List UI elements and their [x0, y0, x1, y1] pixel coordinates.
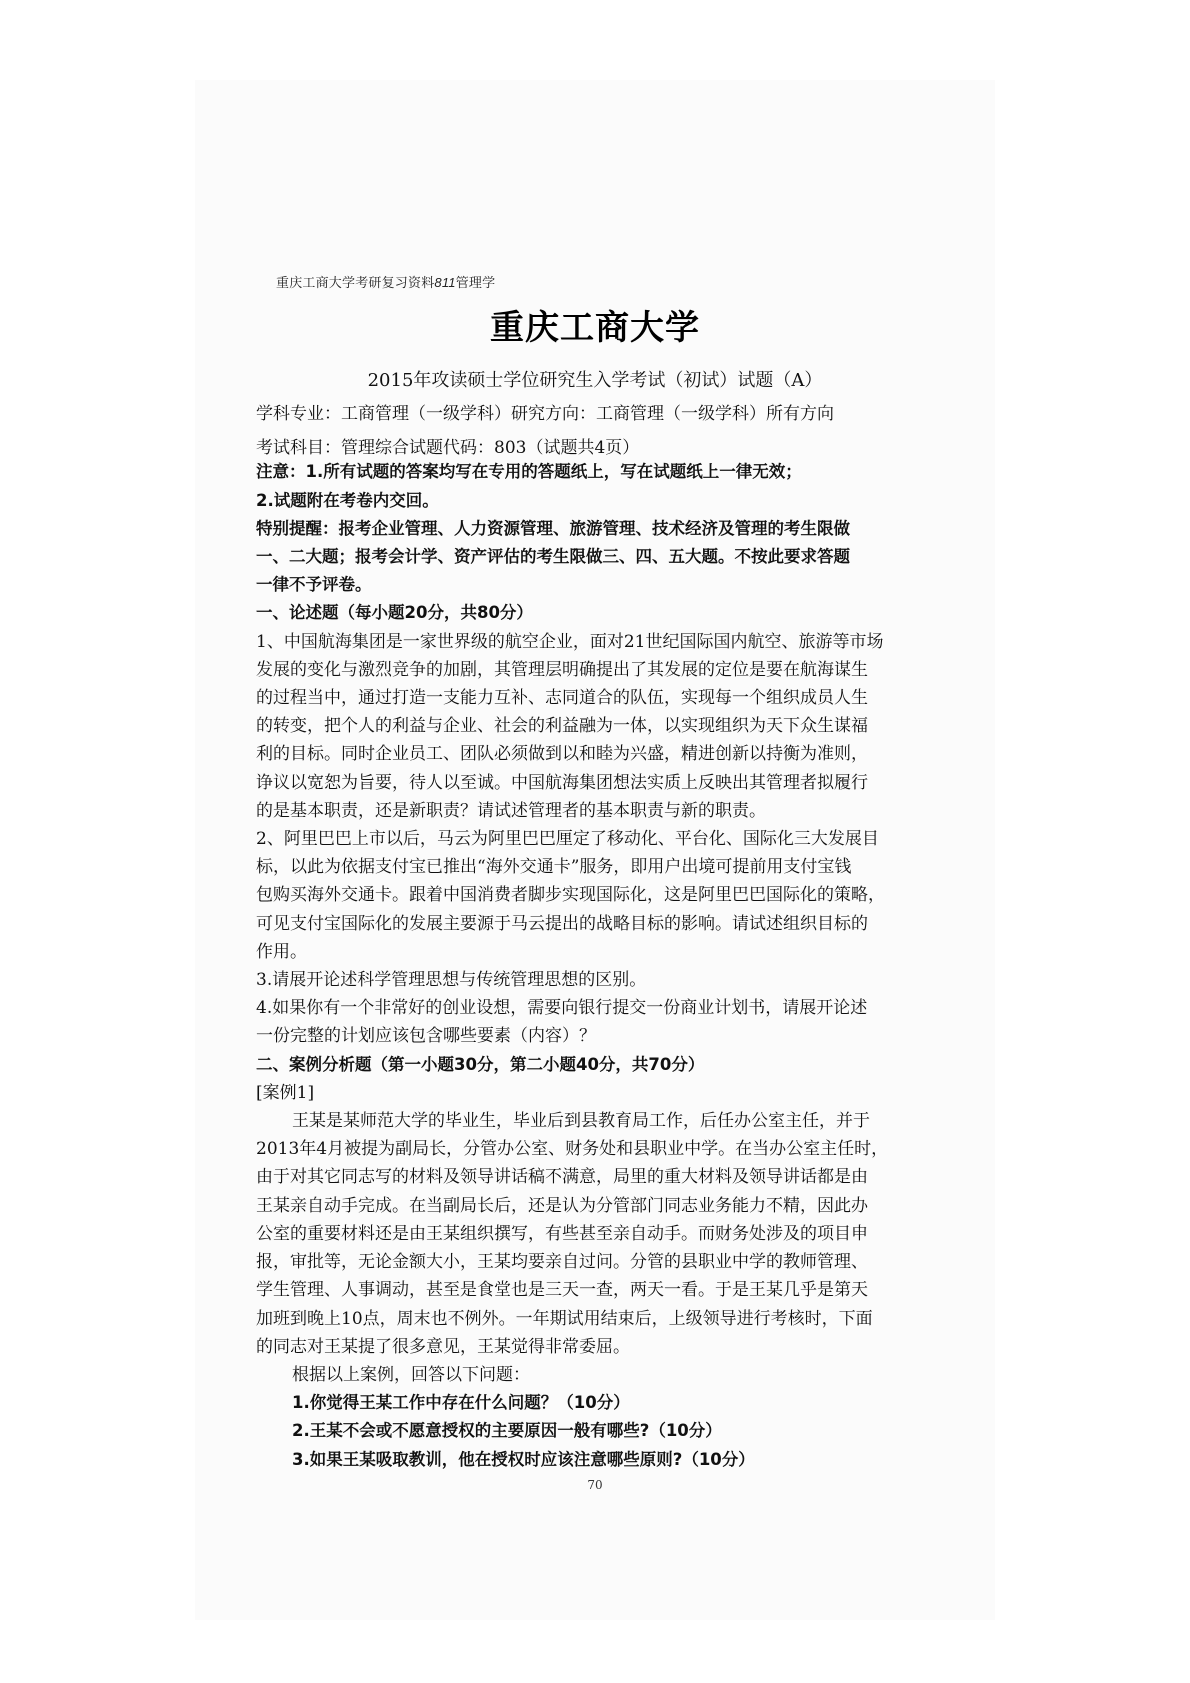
header-note-prefix: 重庆工商大学考研复习资料: [276, 276, 435, 291]
section-1-heading: 一、论述题（每小题20分，共80分）: [256, 603, 533, 623]
case-question: 2.王某不会或不愿意授权的主要原因一般有哪些?（10分）: [292, 1421, 722, 1441]
case-line: 加班到晚上10点，周末也不例外。一年期试用结束后，上级领导进行考核时，下面: [256, 1308, 873, 1329]
exam-title: 2015年攻读硕士学位研究生入学考试（初试）试题（A）: [367, 370, 823, 391]
question-line: 利的目标。同时企业员工、团队必须做到以和睦为兴盛，精进创新以持衡为准则，: [256, 744, 868, 765]
question-2: [256, 825, 926, 966]
question-line: 发展的变化与激烈竞争的加剧，其管理层明确提出了其发展的定位是要在航海谋生: [256, 659, 868, 680]
case-line: 2013年4月被提为副局长，分管办公室、财务处和县职业中学。在当办公室主任时，: [256, 1139, 889, 1160]
section-2-heading: 二、案例分析题（第一小题30分，第二小题40分，共70分）: [256, 1054, 705, 1074]
case-line: 由于对其它同志写的材料及领导讲话稿不满意，局里的重大材料及领导讲话都是由: [256, 1167, 868, 1188]
reminder-line: 特别提醒：报考企业管理、人力资源管理、旅游管理、技术经济及管理的考生限做: [256, 518, 850, 538]
question-line: 的是基本职责，还是新职责？请试述管理者的基本职责与新的职责。: [256, 800, 766, 821]
case-question: 1.你觉得王某工作中存在什么问题？（10分）: [292, 1393, 630, 1413]
question-line: 的过程当中，通过打造一支能力互补、志同道合的队伍，实现每一个组织成员人生: [256, 688, 868, 709]
question-line: 诤议以宽恕为旨要，待人以至诚。中国航海集团想法实质上反映出其管理者拟履行: [256, 772, 868, 793]
case-line: 学生管理、人事调动，甚至是食堂也是三天一查，两天一看。于是王某几乎是第天: [256, 1280, 868, 1301]
question-line: 2、阿里巴巴上市以后，马云为阿里巴巴厘定了移动化、平台化、国际化三大发展目: [256, 829, 879, 850]
question-line: 可见支付宝国际化的发展主要源于马云提出的战略目标的影响。请试述组织目标的: [256, 913, 868, 934]
case-text: [256, 1107, 926, 1361]
case-line: 公室的重要材料还是由王某组织撰写，有些甚至亲自动手。而财务处涉及的项目申: [256, 1223, 868, 1244]
case-question: 3.如果王某吸取教训，他在授权时应该注意哪些原则?（10分）: [292, 1449, 755, 1469]
document-body: [256, 400, 926, 1474]
question-line: 4.如果你有一个非常好的创业设想，需要向银行提交一份商业计划书，请展开论述: [256, 998, 868, 1019]
question-line: 1、中国航海集团是一家世界级的航空企业，面对21世纪国际国内航空、旅游等市场: [256, 631, 884, 652]
question-3: 3.请展开论述科学管理思想与传统管理思想的区别。: [256, 970, 647, 991]
question-line: 的转变，把个人的利益与企业、社会的利益融为一体，以实现组织为天下众生谋福: [256, 716, 868, 737]
question-line: 一份完整的计划应该包含哪些要素（内容）？: [256, 1026, 596, 1047]
case-prompt: 根据以上案例，回答以下问题：: [292, 1364, 530, 1385]
question-4: [256, 994, 926, 1050]
school-title: 重庆工商大学: [490, 308, 700, 348]
case-line: 的同志对王某提了很多意见，王某觉得非常委屈。: [256, 1336, 630, 1357]
header-note-code: 811: [434, 275, 456, 290]
case-line: 王某是某师范大学的毕业生，毕业后到县教育局工作，后任办公室主任，并于: [292, 1111, 870, 1132]
case-label: [案例1]: [256, 1082, 315, 1103]
reminder-line: 一、二大题；报考会计学、资产评估的考生限做三、四、五大题。不按此要求答题: [256, 547, 850, 567]
reminder-line: 一律不予评卷。: [256, 575, 372, 595]
header-note-suffix: 管理学: [455, 276, 496, 291]
notice-2: 2.试题附在考卷内交回。: [256, 490, 439, 510]
case-line: 王某亲自动手完成。在当副局长后，还是认为分管部门同志业务能力不精，因此办: [256, 1195, 868, 1216]
subject-info: 考试科目：管理综合试题代码：803（试题共4页）: [256, 438, 640, 459]
question-line: 标，以此为依据支付宝已推出“海外交通卡”服务，即用户出境可提前用支付宝钱: [256, 857, 852, 878]
page-number: 70: [587, 1478, 603, 1492]
question-line: 包购买海外交通卡。跟着中国消费者脚步实现国际化，这是阿里巴巴国际化的策略，: [256, 885, 885, 906]
question-1: [256, 628, 926, 825]
notice-1: 注意：1.所有试题的答案均写在专用的答题纸上，写在试题纸上一律无效；: [256, 462, 802, 482]
major-info: 学科专业：工商管理（一级学科）研究方向：工商管理（一级学科）所有方向: [256, 404, 834, 424]
header-note: [276, 272, 495, 291]
question-line: 作用。: [256, 941, 307, 962]
case-line: 报，审批等，无论金额大小，王某均要亲自过问。分管的县职业中学的教师管理、: [256, 1252, 868, 1273]
